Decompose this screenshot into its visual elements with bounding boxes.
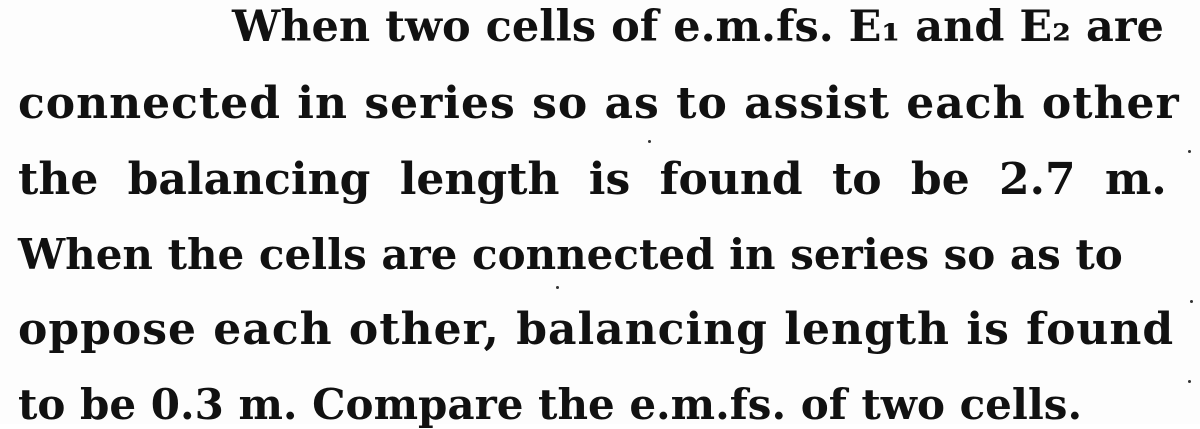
- text-line-3: the balancing length is found to be 2.7 m.: [18, 154, 1167, 205]
- scan-speck: [1188, 380, 1191, 383]
- text-line-5: oppose each other, balancing length is found: [18, 304, 1175, 355]
- text-line-1: When two cells of e.m.fs. E₁ and E₂ are: [232, 2, 1164, 52]
- scan-speck: [1190, 300, 1193, 303]
- text-line-2: connected in series so as to assist each other: [18, 78, 1180, 129]
- text-line-6: to be 0.3 m. Compare the e.m.fs. of two cells.: [18, 380, 1083, 429]
- scan-speck: [648, 140, 651, 143]
- scan-speck: [556, 286, 559, 289]
- text-line-4: When the cells are connected in series so as to: [18, 230, 1123, 279]
- scan-speck: [1188, 150, 1191, 153]
